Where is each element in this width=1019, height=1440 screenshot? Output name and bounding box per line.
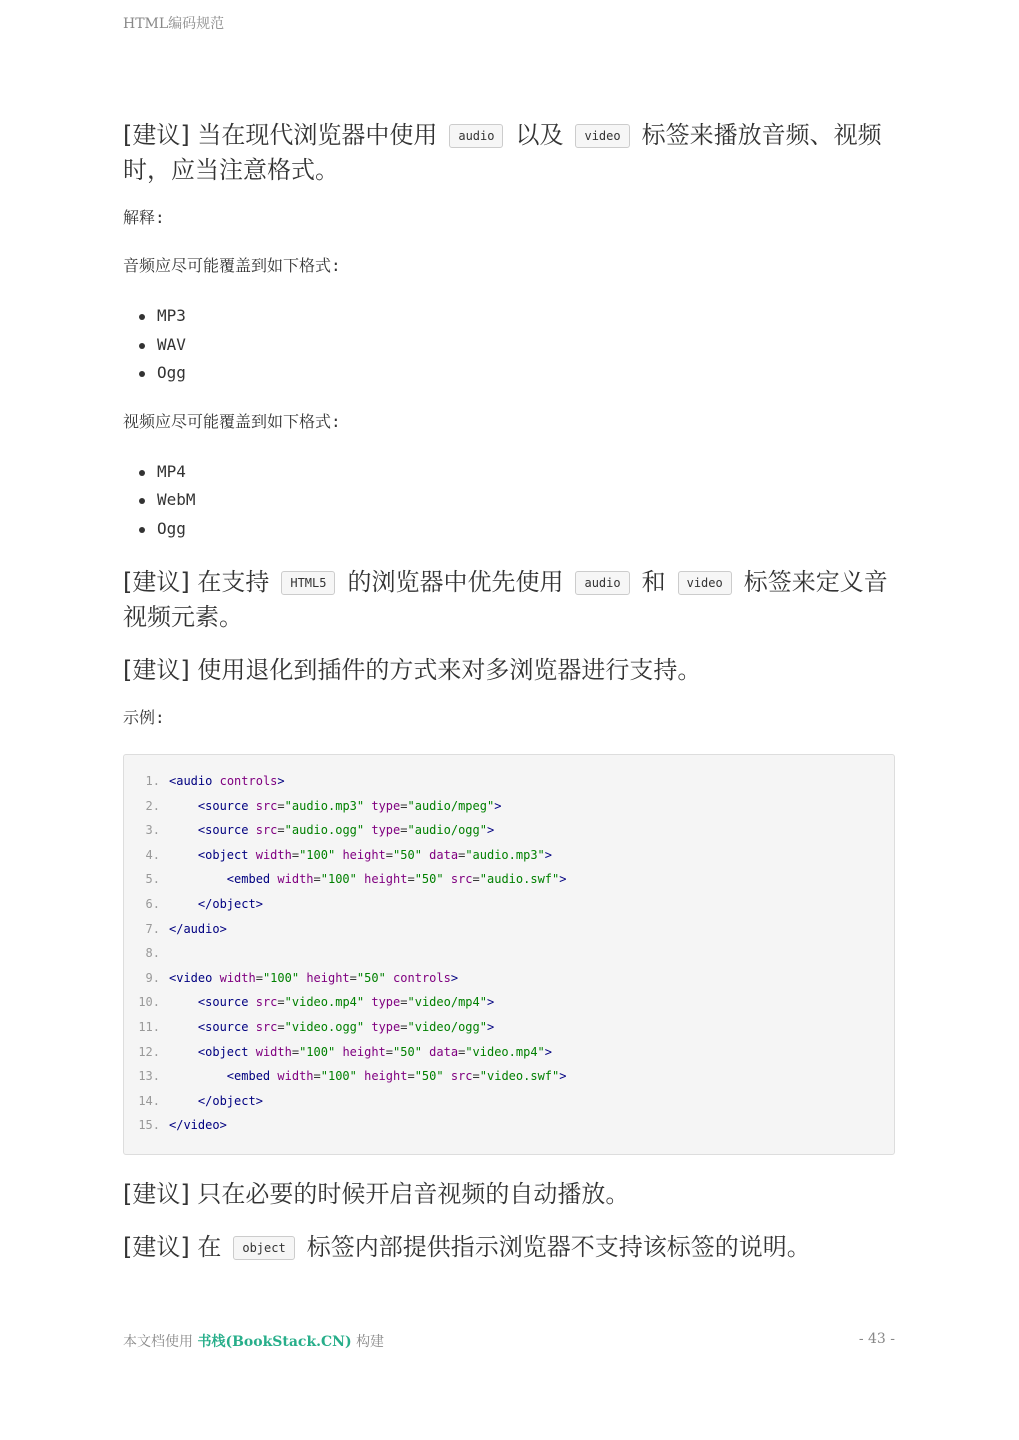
inline-code-object: object xyxy=(233,1236,294,1260)
line-number: 13. xyxy=(138,1069,160,1084)
code-line xyxy=(124,917,894,942)
line-number: 14. xyxy=(138,1093,160,1108)
example-label: 示例: xyxy=(123,708,165,727)
document-content xyxy=(123,118,895,1283)
code-text: <source src="audio.mp3" type="audio/mpeg"> xyxy=(197,798,502,813)
code-line xyxy=(124,990,894,1015)
code-line xyxy=(124,818,894,843)
section-heading-object-fallback xyxy=(123,1230,895,1265)
heading-text: [建议] 当在现代浏览器中使用 xyxy=(123,121,438,149)
heading-text: [建议] 在支持 xyxy=(123,568,270,596)
line-number: 2. xyxy=(145,798,160,813)
line-number: 11. xyxy=(138,1019,160,1034)
code-line xyxy=(124,966,894,991)
code-line xyxy=(124,1040,894,1065)
inline-code-video: video xyxy=(575,124,629,148)
heading-text: 标签来播放音频、视频时，应当注意格式。 xyxy=(123,121,882,184)
inline-code-audio: audio xyxy=(575,571,629,595)
code-text: </object> xyxy=(197,896,263,911)
line-number: 10. xyxy=(138,995,160,1010)
section-heading-html5-media xyxy=(123,565,895,635)
line-number: 3. xyxy=(145,823,160,838)
line-number: 12. xyxy=(138,1044,160,1059)
heading-text: 标签内部提供指示浏览器不支持该标签的说明。 xyxy=(306,1232,811,1261)
heading-text: 标签来定义音视频元素。 xyxy=(123,568,888,631)
inline-code-audio: audio xyxy=(449,124,503,148)
audio-formats-intro: 音频应尽可能覆盖到如下格式: xyxy=(123,256,341,275)
code-text: </video> xyxy=(169,1118,227,1133)
list-item: Ogg xyxy=(123,515,895,544)
heading-text: 和 xyxy=(641,568,666,596)
heading-text: 的浏览器中优先使用 xyxy=(347,568,564,596)
code-text: </audio> xyxy=(169,921,227,936)
heading-text: 以及 xyxy=(515,121,564,149)
line-number: 4. xyxy=(145,847,160,862)
code-text: <audio controls> xyxy=(169,774,285,788)
code-text: <source src="audio.ogg" type="audio/ogg"> xyxy=(197,823,495,838)
code-line xyxy=(124,892,894,917)
section-heading-audio-video-format xyxy=(123,118,895,188)
code-line xyxy=(124,1015,894,1040)
code-text: </object> xyxy=(197,1093,263,1108)
video-formats-intro: 视频应尽可能覆盖到如下格式: xyxy=(123,411,341,431)
line-number: 1. xyxy=(145,774,160,788)
line-number: 15. xyxy=(138,1118,160,1133)
code-text: <object width="100" height="50" data="audio.mp3"> xyxy=(197,847,553,862)
list-item: Ogg xyxy=(123,359,895,388)
line-number: 5. xyxy=(145,872,160,887)
line-number: 8. xyxy=(145,946,160,961)
section-heading-plugin-fallback: [建议] 使用退化到插件的方式来对多浏览器进行支持。 xyxy=(123,656,702,684)
code-line xyxy=(124,769,894,794)
bookstack-link[interactable]: 书栈(BookStack.CN) xyxy=(197,1334,352,1350)
code-line xyxy=(124,843,894,868)
code-text: <object width="100" height="50" data="video.mp4"> xyxy=(197,1044,553,1059)
code-text: <source src="video.mp4" type="video/mp4"> xyxy=(197,995,495,1010)
code-text: <video width="100" height="50" controls> xyxy=(169,970,459,985)
audio-format-list xyxy=(123,302,895,388)
code-line xyxy=(124,794,894,819)
code-line xyxy=(124,1064,894,1089)
page-footer xyxy=(123,1331,384,1351)
code-text: <embed width="100" height="50" src="video.swf"> xyxy=(226,1069,567,1084)
inline-code-html5: HTML5 xyxy=(281,571,335,595)
line-number: 9. xyxy=(145,970,160,985)
code-example-block xyxy=(123,754,895,1155)
heading-text: [建议] 在 xyxy=(123,1232,222,1261)
list-item: WebM xyxy=(123,486,895,515)
code-text: <source src="video.ogg" type="video/ogg"> xyxy=(197,1019,495,1034)
video-format-list xyxy=(123,458,895,544)
inline-code-video: video xyxy=(678,571,732,595)
line-number: 6. xyxy=(145,896,160,911)
footer-prefix: 本文档使用 xyxy=(123,1334,193,1350)
code-line xyxy=(124,1113,894,1138)
list-item: MP4 xyxy=(123,458,895,487)
list-item: MP3 xyxy=(123,302,895,331)
page-number: - 43 - xyxy=(858,1331,895,1347)
code-text: <embed width="100" height="50" src="audio.swf"> xyxy=(226,872,567,887)
explain-label: 解释: xyxy=(123,208,165,227)
code-line xyxy=(124,1089,894,1114)
page-header-title: HTML编码规范 xyxy=(123,16,225,32)
line-number: 7. xyxy=(145,921,160,936)
code-line xyxy=(124,867,894,892)
code-line xyxy=(124,941,894,966)
list-item: WAV xyxy=(123,331,895,360)
section-heading-autoplay: [建议] 只在必要的时候开启音视频的自动播放。 xyxy=(123,1179,630,1208)
footer-suffix: 构建 xyxy=(356,1334,385,1350)
